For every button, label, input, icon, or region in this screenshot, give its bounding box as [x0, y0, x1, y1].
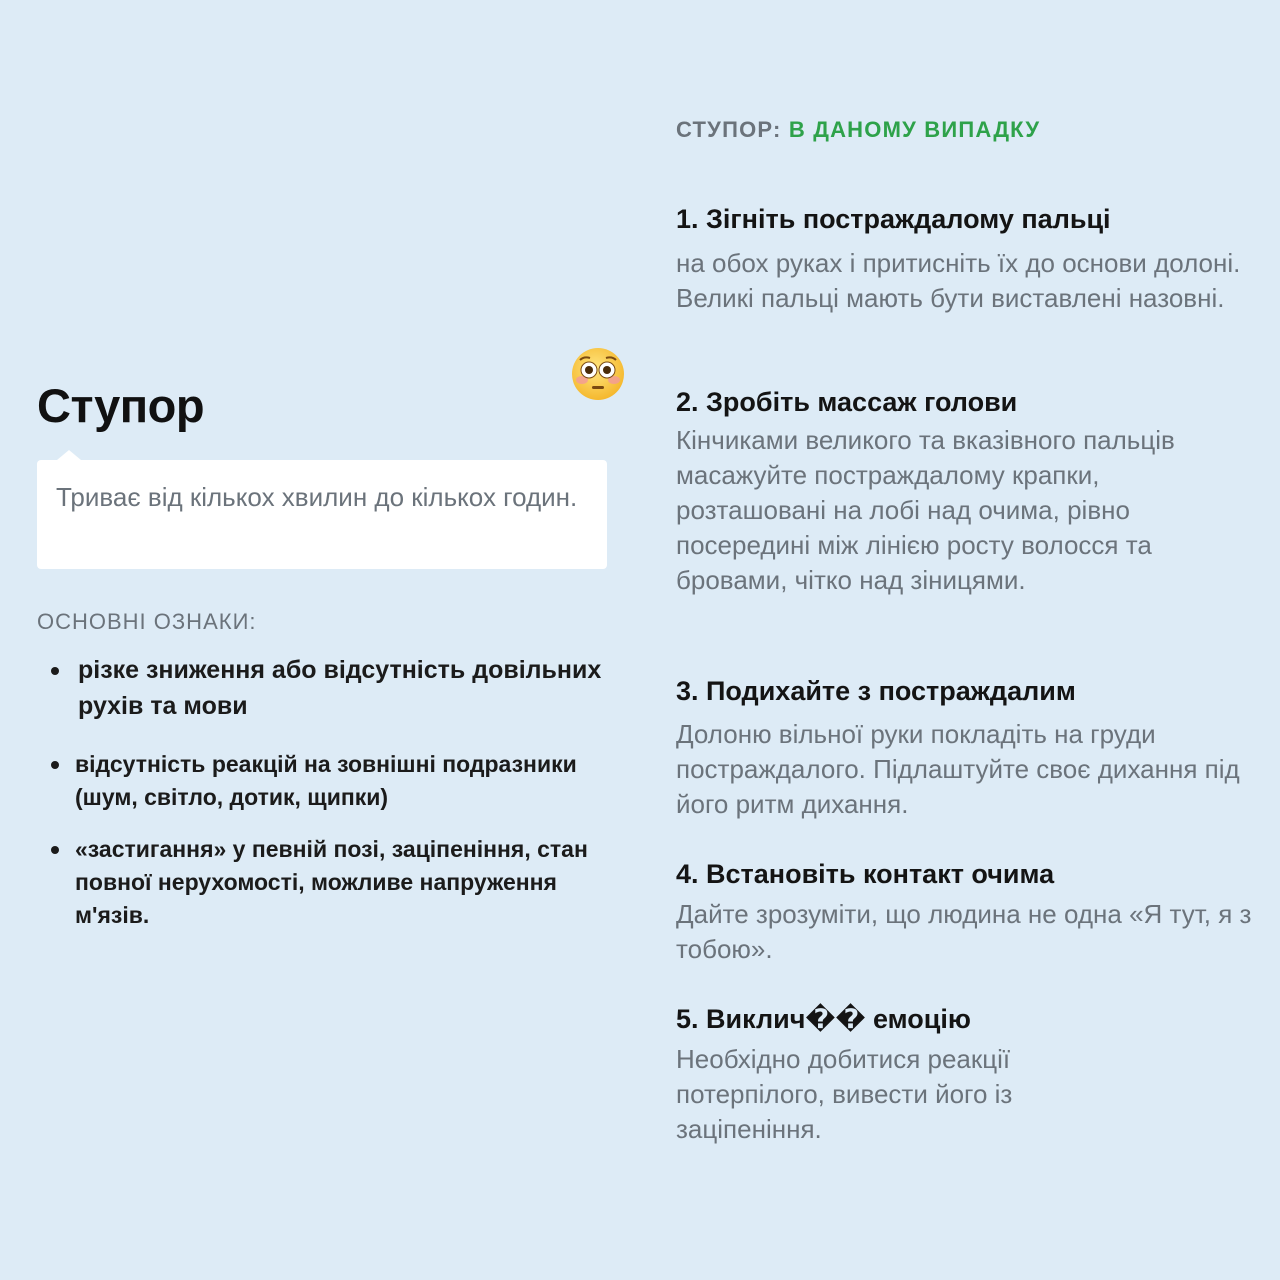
step-text: Необхідно добитися реакції потерпілого, вивести його із заціпеніння. [676, 1044, 1013, 1144]
flushed-face-emoji-icon [570, 346, 626, 402]
sign-item: «застигання» у певній позі, заціпеніння, стан повної нерухомості, можливе напруження м'язів. [37, 833, 607, 932]
page-title: Ступор [37, 379, 205, 432]
signs-heading: ОСНОВНІ ОЗНАКИ: [37, 609, 257, 634]
step-title: 5. Виклич�� емоцію [676, 1004, 971, 1034]
step-2 [676, 384, 1256, 598]
step-text: Кінчиками великого та вказівного пальців масажуйте постраждалому крапки, розташовані на лобі над очима, рівно посередині між лінією росту волосся та бровами, чітко над зіницями. [676, 425, 1175, 595]
steps-heading-prefix: СТУПОР: [676, 117, 782, 142]
step-text: на обох руках і притисніть їх до основи долоні. Великі пальці мають бути виставлені назовні. [676, 248, 1241, 313]
step-1 [676, 201, 1256, 316]
step-4 [676, 856, 1256, 967]
step-title: 3. Подихайте з постраждалим [676, 676, 1076, 706]
step-title: 1. Зігніть постраждалому пальці [676, 204, 1111, 234]
duration-card [37, 460, 607, 569]
step-3 [676, 673, 1256, 822]
step-text: Долоню вільної руки покладіть на груди постраждалого. Підлаштуйте своє дихання під його ритм дихання. [676, 719, 1240, 819]
sign-item: відсутність реакцій на зовнішні подразники (шум, світло, дотик, щипки) [37, 748, 607, 814]
duration-text: Триває від кількох хвилин до кількох годин. [56, 482, 578, 512]
steps-heading-suffix: В ДАНОМУ ВИПАДКУ [788, 117, 1041, 142]
step-title: 4. Встановіть контакт очима [676, 859, 1055, 889]
step-5 [676, 1001, 1256, 1147]
sign-item: різке зниження або відсутність довільних рухів та мови [37, 652, 607, 724]
signs-list [37, 652, 607, 951]
step-title: 2. Зробіть массаж голови [676, 387, 1018, 417]
steps-heading [676, 117, 1040, 143]
step-text: Дайте зрозуміти, що людина не одна «Я тут, я з тобою». [676, 899, 1252, 964]
